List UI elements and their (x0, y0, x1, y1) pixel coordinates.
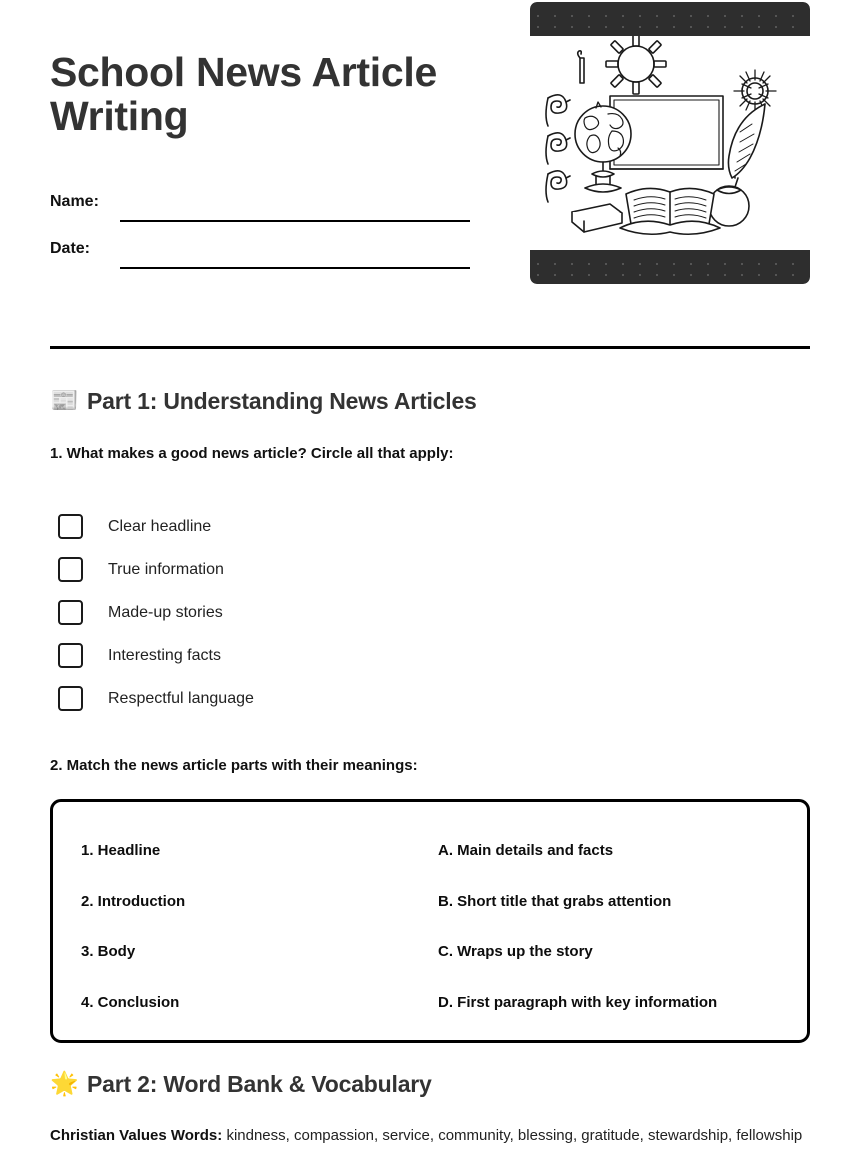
list-item[interactable] (58, 505, 478, 548)
match-item-conclusion[interactable]: 4. Conclusion (81, 993, 180, 1011)
checkbox-made-up-stories[interactable] (58, 600, 83, 625)
matching-right-column (422, 838, 779, 1040)
illustration-bottom-band (530, 250, 810, 284)
header-divider-rule (50, 346, 810, 349)
question2-prompt: 2. Match the news article parts with their meanings: (50, 757, 418, 774)
date-field-row (50, 222, 470, 269)
part1-heading-text: Part 1: Understanding News Articles (87, 388, 477, 414)
part1-heading (50, 388, 477, 415)
newspaper-icon: 📰 (50, 386, 79, 413)
checkbox-interesting-facts[interactable] (58, 643, 83, 668)
option-label: Interesting facts (108, 646, 221, 664)
checkbox-true-information[interactable] (58, 557, 83, 582)
student-info-fields (50, 175, 470, 269)
match-item-first-paragraph[interactable]: D. First paragraph with key information (438, 993, 718, 1011)
option-label: Clear headline (108, 517, 212, 535)
match-item-main-details[interactable]: A. Main details and facts (438, 842, 614, 859)
globe-shape (575, 102, 631, 192)
list-item[interactable] (58, 591, 478, 634)
option-label: Respectful language (108, 689, 254, 707)
name-write-in-line[interactable] (120, 190, 470, 222)
word-bank-label: Christian Values Words: (50, 1127, 223, 1144)
checkbox-clear-headline[interactable] (58, 514, 83, 539)
word-bank-line (50, 1124, 810, 1147)
question1-option-list (58, 505, 478, 720)
matching-exercise-box[interactable] (50, 799, 810, 1043)
name-field-label: Name: (50, 192, 99, 210)
match-item-headline[interactable]: 1. Headline (81, 842, 161, 859)
pole-shape (578, 51, 584, 83)
list-item[interactable] (58, 548, 478, 591)
match-item-body[interactable]: 3. Body (81, 943, 136, 960)
part2-heading (50, 1071, 432, 1098)
name-field-row (50, 175, 470, 222)
page-title: School News Article Writing (50, 49, 437, 140)
option-label: Made-up stories (108, 603, 223, 621)
match-item-introduction[interactable]: 2. Introduction (81, 892, 186, 910)
open-book-shape (620, 188, 720, 234)
date-write-in-line[interactable] (120, 237, 470, 269)
sun-small-shape (734, 70, 776, 112)
word-bank-words: kindness, compassion, service, community, blessing, gratitude, stewardship, fellowship (226, 1127, 803, 1144)
match-item-short-title[interactable]: B. Short title that grabs attention (438, 892, 672, 910)
spiral-decorations (546, 95, 570, 202)
match-item-wraps-up[interactable]: C. Wraps up the story (438, 943, 593, 960)
date-field-label: Date: (50, 239, 91, 257)
option-label: True information (108, 560, 224, 578)
glowing-star-icon: 🌟 (50, 1069, 79, 1096)
illustration-top-band (530, 2, 810, 36)
illustration-artwork (530, 36, 810, 250)
question1-prompt: 1. What makes a good news article? Circle all that apply: (50, 445, 454, 462)
checkbox-respectful-language[interactable] (58, 686, 83, 711)
closed-book-shape (572, 204, 622, 232)
list-item[interactable] (58, 634, 478, 677)
matching-left-column (81, 838, 422, 1040)
header-illustration (530, 2, 810, 284)
list-item[interactable] (58, 677, 478, 720)
part2-heading-text: Part 2: Word Bank & Vocabulary (87, 1071, 432, 1097)
header-left-column (50, 48, 470, 269)
sun-large-shape (606, 36, 666, 94)
